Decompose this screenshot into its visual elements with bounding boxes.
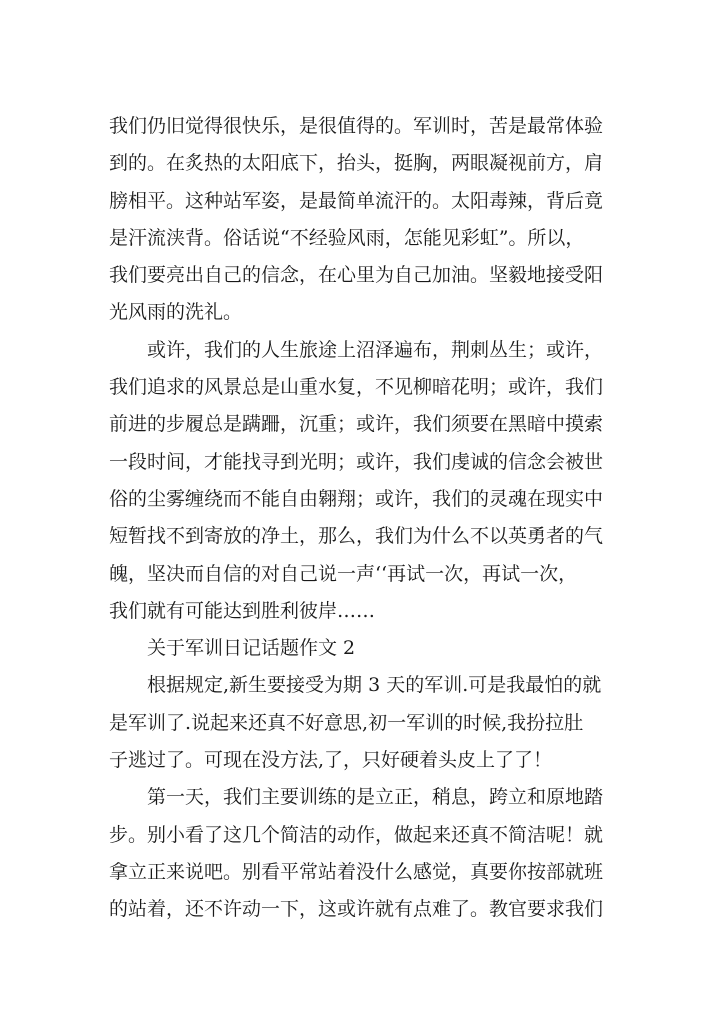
text-line: 的站着，还不许动一下，这或许就有点难了。教官要求我们 bbox=[109, 898, 604, 921]
text-line: 步。别小看了这几个简洁的动作，做起来还真不简洁呢！就 bbox=[109, 823, 604, 846]
text-line: 一段时间，才能找寻到光明；或许，我们虔诚的信念会被世 bbox=[109, 450, 604, 473]
text-line: 子逃过了。可现在没方法,了，只好硬着头皮上了了！ bbox=[109, 749, 553, 772]
text-line: 拿立正来说吧。别看平常站着没什么感觉，真要你按部就班 bbox=[109, 860, 604, 883]
text-line: 俗的尘雾缠绕而不能自由翱翔；或许，我们的灵魂在现实中 bbox=[109, 487, 604, 510]
text-line: 或许，我们的人生旅途上沼泽遍布，荆刺丛生；或许， bbox=[147, 338, 604, 361]
text-line: 短暂找不到寄放的净土，那么，我们为什么不以英勇者的气 bbox=[109, 525, 604, 548]
text-line: 膀相平。这种站军姿，是最简单流汗的。太阳毒辣，背后竟 bbox=[109, 189, 604, 212]
text-line: 我们追求的风景总是山重水复，不见柳暗花明；或许，我们 bbox=[109, 376, 604, 399]
text-line: 到的。在炙热的太阳底下，抬头，挺胸，两眼凝视前方，肩 bbox=[109, 152, 604, 175]
text-line: 是军训了.说起来还真不好意思,初一军训的时候,我扮拉肚 bbox=[109, 711, 584, 734]
text-line: 光风雨的洗礼。 bbox=[109, 301, 243, 324]
text-line: 第一天，我们主要训练的是立正，稍息，跨立和原地踏 bbox=[147, 786, 604, 809]
text-line: 魄，坚决而自信的对自己说一声‘‘再试一次，再试一次， bbox=[109, 562, 578, 585]
text-line: 我们要亮出自己的信念，在心里为自己加油。坚毅地接受阳 bbox=[109, 264, 604, 287]
text-line: 是汗流浃背。俗话说“不经验风雨，怎能见彩虹”。所以， bbox=[109, 226, 585, 249]
text-line: 根据规定,新生要接受为期 3 天的军训.可是我最怕的就 bbox=[147, 674, 602, 697]
text-line: 关于军训日记话题作文 2 bbox=[147, 637, 356, 660]
body-text bbox=[109, 108, 613, 929]
text-line: 我们仍旧觉得很快乐，是很值得的。军训时，苦是最常体验 bbox=[109, 115, 604, 137]
text-line: 前进的步履总是蹒跚，沉重；或许，我们须要在黑暗中摸索 bbox=[109, 413, 604, 436]
text-line: 我们就有可能达到胜利彼岸…… bbox=[109, 599, 376, 622]
